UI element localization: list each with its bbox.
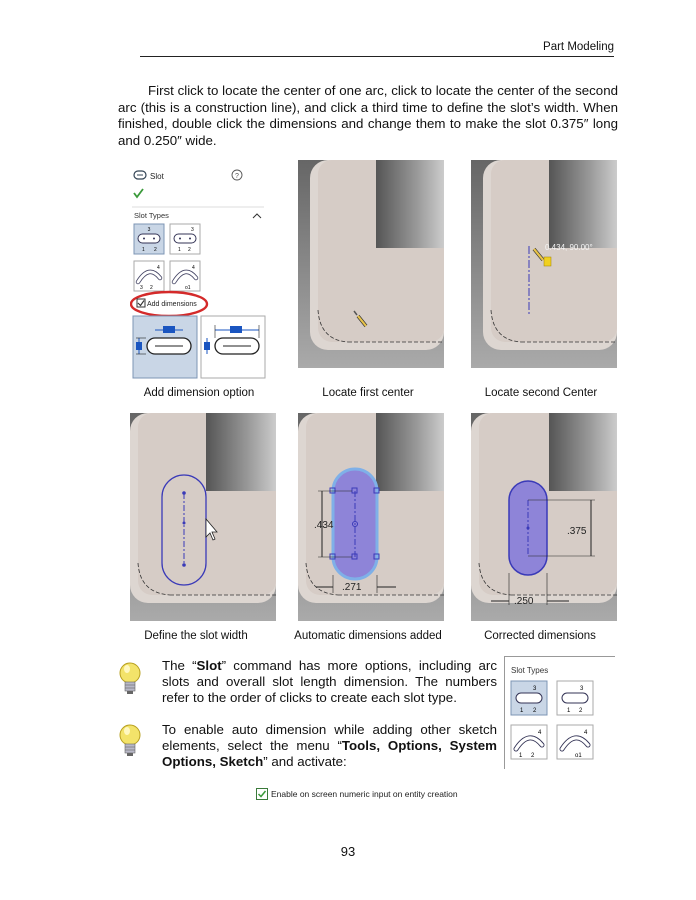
svg-text:3: 3 xyxy=(191,227,194,233)
svg-text:2: 2 xyxy=(150,285,153,291)
svg-text:1: 1 xyxy=(519,753,523,759)
slot-types-label: Slot Types xyxy=(134,211,169,220)
ok-check-icon[interactable] xyxy=(134,189,143,197)
caption: Add dimension option xyxy=(143,387,255,399)
svg-text:o1: o1 xyxy=(575,753,582,759)
centerpoint-arc-slot-button[interactable] xyxy=(170,261,200,291)
lightbulb-icon xyxy=(117,660,143,698)
caption: Define the slot width xyxy=(144,630,248,642)
svg-text:3: 3 xyxy=(580,686,584,692)
add-dimensions-label: Add dimensions xyxy=(147,301,197,308)
caption: Corrected dimensions xyxy=(484,630,596,642)
corrected-dimensions-screenshot xyxy=(471,413,617,621)
slot-property-panel xyxy=(130,160,268,380)
svg-text:3: 3 xyxy=(533,686,537,692)
svg-text:1: 1 xyxy=(178,247,181,253)
numeric-input-option[interactable] xyxy=(256,788,458,800)
locate-second-center-screenshot xyxy=(471,160,617,368)
numeric-input-label: Enable on screen numeric input on entity creation xyxy=(271,789,458,799)
caption: Automatic dimensions added xyxy=(294,630,442,642)
coordinate-readout: 0.434, 90.00° xyxy=(545,243,593,252)
svg-text:1: 1 xyxy=(567,708,571,714)
running-header xyxy=(140,40,614,57)
svg-text:2: 2 xyxy=(188,247,191,253)
straight-slot-type-button[interactable] xyxy=(134,224,164,254)
locate-first-center-screenshot xyxy=(298,160,444,368)
collapse-chevron-icon[interactable] xyxy=(253,214,261,218)
slot-types-mini-panel xyxy=(504,656,615,769)
automatic-dimensions-screenshot xyxy=(298,413,444,621)
page-number: 93 xyxy=(340,844,356,859)
dimension-length-label[interactable]: .434 xyxy=(314,520,334,531)
svg-text:2: 2 xyxy=(579,708,583,714)
svg-text:1: 1 xyxy=(142,247,145,253)
define-slot-width-screenshot xyxy=(130,413,276,621)
slot-types-label: Slot Types xyxy=(511,666,549,675)
svg-text:3: 3 xyxy=(147,227,151,233)
straight-slot-type-button[interactable] xyxy=(511,681,547,715)
centerpoint-arc-slot-button[interactable] xyxy=(557,725,593,759)
svg-text:4: 4 xyxy=(157,265,160,271)
svg-text:2: 2 xyxy=(533,708,537,714)
help-glyph: ? xyxy=(235,173,239,180)
dimension-width-label[interactable]: .250 xyxy=(514,596,534,607)
panel-title: Slot xyxy=(150,172,164,181)
svg-text:2: 2 xyxy=(154,247,157,253)
section-title: Part Modeling xyxy=(543,41,614,53)
numeric-input-checkbox[interactable] xyxy=(256,788,268,800)
tip-paragraph: The “Slot” command has more options, including arc slots and overall slot length dimension. The numbers refer to the order of clicks to create each slot type. xyxy=(162,658,497,705)
svg-text:4: 4 xyxy=(538,730,542,736)
lightbulb-icon xyxy=(117,722,143,760)
svg-text:1: 1 xyxy=(520,708,524,714)
svg-text:3: 3 xyxy=(140,285,143,291)
dimension-width-label[interactable]: .271 xyxy=(342,582,362,593)
intro-paragraph: First click to locate the center of one arc, click to locate the center of the second arc (this is a construction line), and click a third time to define the slot’s width. When finished, double click the dimensions and change them to make the slot 0.375″ long and 0.250″ wide. xyxy=(118,83,618,148)
tip-paragraph: To enable auto dimension while adding other sketch elements, select the menu “Tools, Options, System Options, Sketch” and activate: xyxy=(162,722,497,769)
svg-text:4: 4 xyxy=(584,730,588,736)
svg-text:2: 2 xyxy=(531,753,535,759)
caption: Locate second Center xyxy=(484,387,598,399)
centerpoint-straight-slot-button[interactable] xyxy=(170,224,200,254)
center-to-center-dimension-option[interactable] xyxy=(133,316,197,378)
check-icon xyxy=(257,789,267,799)
dimension-length-label[interactable]: .375 xyxy=(567,526,587,537)
three-point-arc-slot-button[interactable] xyxy=(134,261,164,291)
centerpoint-straight-slot-button[interactable] xyxy=(557,681,593,715)
svg-text:4: 4 xyxy=(192,265,195,271)
three-point-arc-slot-button[interactable] xyxy=(511,725,547,759)
svg-text:o1: o1 xyxy=(185,285,191,291)
caption: Locate first center xyxy=(322,387,414,399)
overall-length-dimension-option[interactable] xyxy=(201,316,265,378)
